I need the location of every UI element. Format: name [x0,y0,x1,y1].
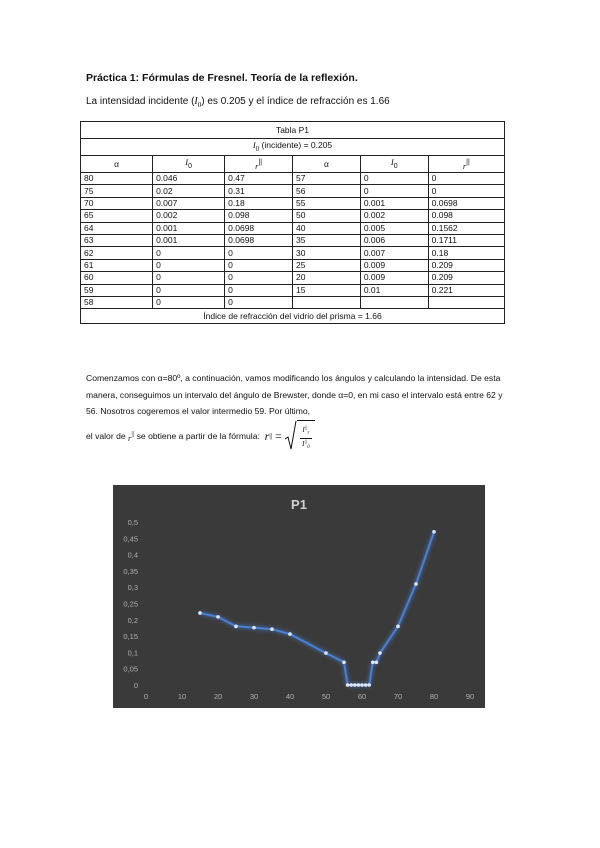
table-cell: 0.1562 [428,222,504,234]
table-cell: 0 [428,185,504,197]
r-parallel-symbol: r|| [128,429,135,443]
table-cell: 0.001 [153,222,225,234]
table-title: Tabla P1 [81,122,505,139]
table-cell: 0 [153,284,225,296]
data-point [324,651,328,655]
data-point [357,683,361,687]
data-point [414,582,418,586]
data-point [375,660,379,664]
data-point [346,683,350,687]
table-cell: 0.098 [428,210,504,222]
table-cell: 61 [81,259,153,271]
table-cell: 0.006 [360,234,428,246]
table-row [81,234,505,246]
table-cell: 62 [81,247,153,259]
formula-expression: r || = $\frac{I^{||}_r}{I^{||}_0}$ [265,420,315,452]
data-point [371,660,375,664]
table-cell: 20 [292,272,360,284]
data-point [234,625,238,629]
data-point [270,627,274,631]
table-cell: 0 [153,296,225,308]
table-cell: 63 [81,234,153,246]
formula-before: el valor de [86,431,126,441]
table-row [81,173,505,185]
table-cell: 0 [153,259,225,271]
x-tick-label: 90 [465,692,475,701]
table-cell: 0.1711 [428,234,504,246]
table-cell: 25 [292,259,360,271]
chart-title: P1 [291,497,307,512]
table-row [81,222,505,234]
table-cell: 50 [292,210,360,222]
x-tick-label: 10 [177,692,187,701]
table-cell: 64 [81,222,153,234]
table-cell: 0.18 [428,247,504,259]
table-cell: 0.47 [225,173,293,185]
table-cell: 0.046 [153,173,225,185]
x-tick-label: 0 [143,692,149,701]
table-cell: 0.01 [360,284,428,296]
table-cell: 35 [292,234,360,246]
table-row [81,247,505,259]
data-point [367,683,371,687]
table-cell: 0.209 [428,259,504,271]
table-cell: 0.002 [153,210,225,222]
y-tick-label: 0 [133,681,138,690]
data-point [288,632,292,636]
data-point [364,683,368,687]
table-cell: 0.009 [360,259,428,271]
data-point [378,651,382,655]
x-tick-label: 20 [213,692,223,701]
table-cell: 0 [360,185,428,197]
table-cell: 0.02 [153,185,225,197]
table-cell: 30 [292,247,360,259]
data-point [198,611,202,615]
table-cell: 0.001 [360,197,428,209]
y-tick-label: 0,05 [123,664,138,674]
formula-middle: se obtiene a partir de la fórmula: [136,431,260,441]
column-header: α [81,156,153,173]
table-cell: 0.001 [153,234,225,246]
y-tick-label: 0,35 [123,566,138,576]
y-tick-label: 0,2 [127,615,138,625]
sqrt-icon [285,421,297,451]
table-cell: 56 [292,185,360,197]
x-tick-label: 60 [357,692,367,701]
data-point [252,626,256,630]
table-row [81,296,505,308]
table-cell: 59 [81,284,153,296]
x-tick-label: 40 [285,692,295,701]
y-tick-label: 0,4 [127,550,138,560]
table-cell: 0.005 [360,222,428,234]
x-tick-label: 30 [249,692,259,701]
table-cell: 70 [81,197,153,209]
x-tick-label: 50 [321,692,331,701]
data-point [342,660,346,664]
table-cell: 0 [225,284,293,296]
table-cell [292,296,360,308]
data-point [349,683,353,687]
body-paragraph: Comenzamos con α=80º, a continuación, vamos modificando los ángulos y calculando la intensidad. De esta manera, conseguimos un intervalo del ángulo de Brewster, donde α=0, en mi caso el intervalo está entre 62 y 56. Nosotros cogeremos el valor intermedio 59. Por último, [86,373,503,416]
data-point [396,625,400,629]
table-cell: 0.0698 [225,234,293,246]
table-cell: 0.007 [153,197,225,209]
table-cell: 60 [81,272,153,284]
table-cell: 0 [153,247,225,259]
series-line [200,532,434,685]
table-cell: 0 [225,247,293,259]
table-footer: Índice de refracción del vidrio del prisma = 1.66 [81,309,505,324]
y-tick-label: 0,45 [123,534,138,544]
data-point [216,615,220,619]
table-row [81,259,505,271]
intro-before: La intensidad incidente ( [86,96,195,107]
intensity-symbol: $I_0$ [194,96,202,109]
table-cell: 0 [360,173,428,185]
intro-text [86,96,390,109]
table-cell: 65 [81,210,153,222]
chart-panel [113,485,485,708]
y-tick-label: 0,1 [127,648,138,658]
y-tick-label: 0,15 [123,632,138,642]
table-cell: 0.002 [360,210,428,222]
table-cell: 57 [292,173,360,185]
y-tick-label: 0,3 [127,583,138,593]
column-header: $I_0$ [153,156,225,173]
table-cell: 0.18 [225,197,293,209]
line-chart [113,485,485,708]
y-tick-label: 0,25 [123,599,138,609]
table-cell [360,296,428,308]
table-subtitle: $I_0$ (incidente) = 0.205 [81,139,505,156]
table-cell: 0 [225,259,293,271]
table-row [81,272,505,284]
column-header: α [292,156,360,173]
table-row [81,210,505,222]
table-cell: 75 [81,185,153,197]
x-tick-label: 70 [393,692,403,701]
table-cell: 0.007 [360,247,428,259]
y-tick-label: 0,5 [127,518,138,527]
table-cell: 0 [153,272,225,284]
table-header-row [81,156,505,173]
table-row [81,185,505,197]
data-point [432,530,436,534]
table-cell: 58 [81,296,153,308]
x-tick-label: 80 [429,692,439,701]
table-cell: 0.209 [428,272,504,284]
table-cell: 0 [225,296,293,308]
table-cell: 0.098 [225,210,293,222]
formula-line [86,420,315,452]
table-cell: 0 [225,272,293,284]
table-cell: 55 [292,197,360,209]
table-cell: 80 [81,173,153,185]
intro-after: ) es 0.205 y el índice de refracción es 1.66 [201,96,390,107]
table-cell: 15 [292,284,360,296]
page-title: Práctica 1: Fórmulas de Fresnel. Teoría de la reflexión. [86,72,358,84]
table-cell: 0.221 [428,284,504,296]
table-row [81,197,505,209]
column-header: r|| [428,156,504,173]
table-cell: 0.009 [360,272,428,284]
table-cell [428,296,504,308]
data-table [80,121,505,324]
table-cell: 0 [428,173,504,185]
data-point [353,683,357,687]
column-header: $I_0$ [360,156,428,173]
column-header: r|| [225,156,293,173]
table-cell: 40 [292,222,360,234]
table-cell: 0.0698 [428,197,504,209]
table-cell: 0.0698 [225,222,293,234]
data-point [360,683,364,687]
table-cell: 0.31 [225,185,293,197]
table-row [81,284,505,296]
